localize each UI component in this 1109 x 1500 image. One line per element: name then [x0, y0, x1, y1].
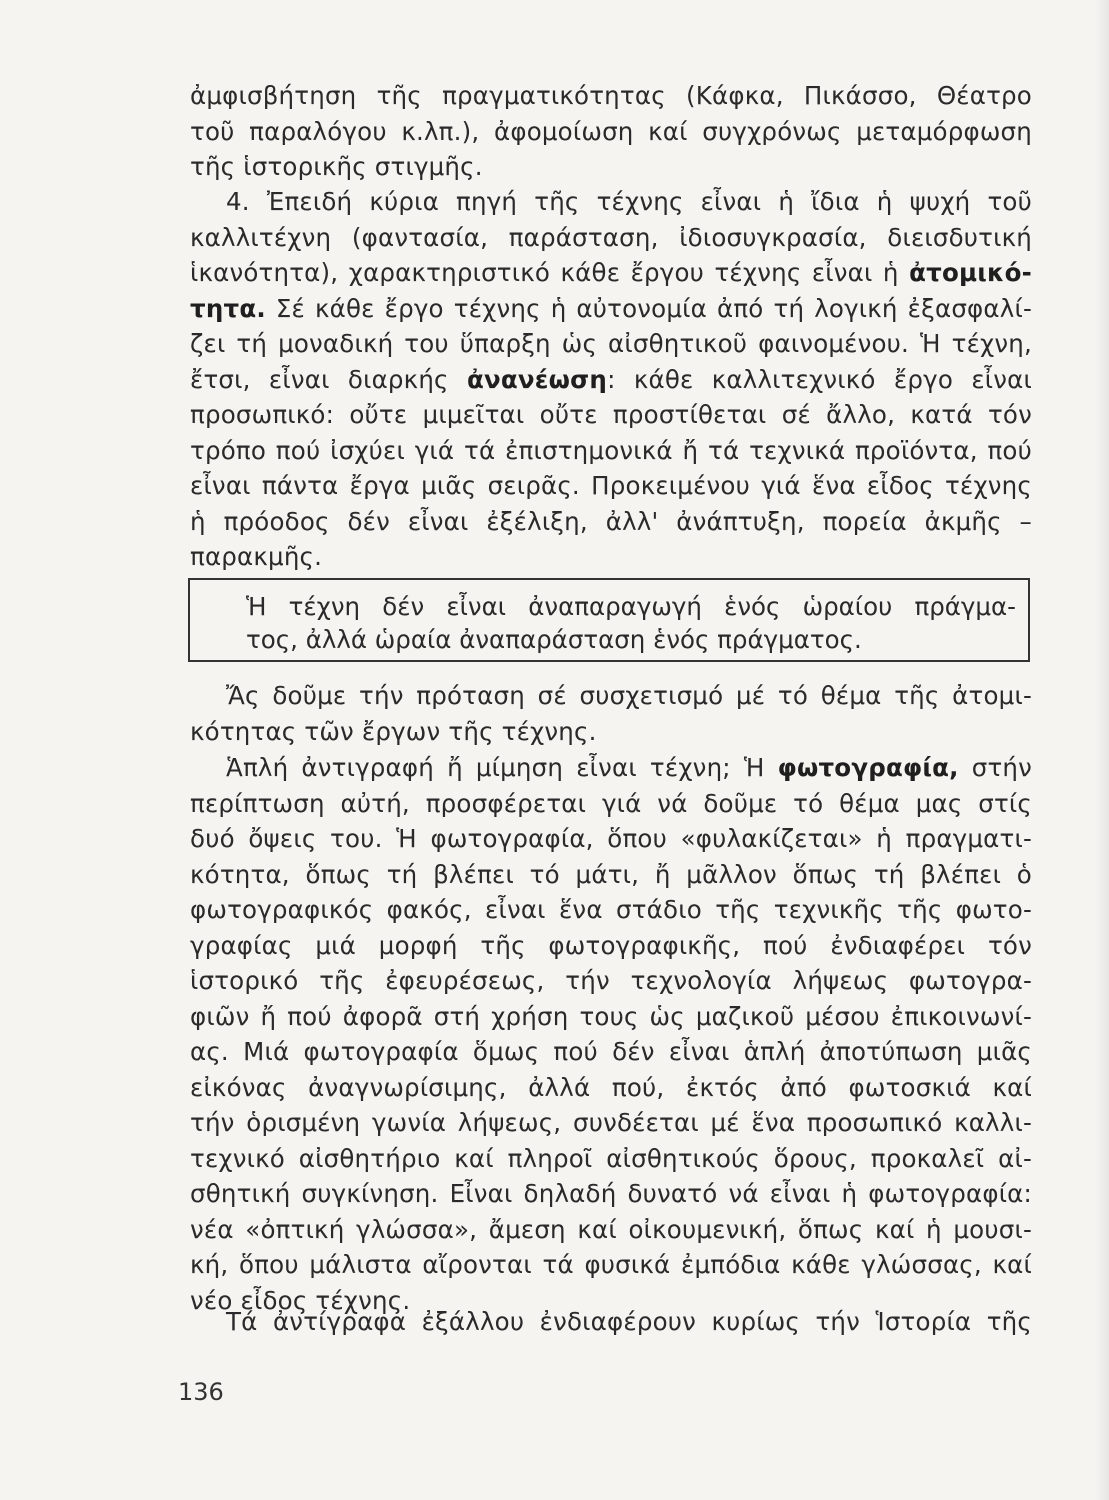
page-edge-shadow [1095, 0, 1109, 1500]
text-segment: ἱκανότητα), χαρακτηριστικό κάθε ἔργου τέχνης εἶναι ἡ [190, 258, 910, 287]
paragraph-3 [190, 678, 1032, 749]
text-line [190, 291, 1032, 327]
text-line: τρόπο πού ἰσχύει γιά τά ἐπιστημονικά ἤ τά τεχνικά προϊόντα, πού [190, 435, 1032, 465]
emphasis-term: ἀτομικό- [909, 258, 1032, 287]
text-segment: Σέ κάθε ἔργο τέχνης ἡ αὐτονομία ἀπό τή λογική ἐξασφαλί- [265, 293, 1032, 323]
text-line [190, 255, 1032, 291]
text-line: τῆς ἱστορικῆς στιγμῆς. [190, 152, 483, 181]
emphasis-term: φωτογραφία, [777, 753, 959, 782]
text-segment: : κάθε καλλιτεχνικό ἔργο εἶναι [607, 364, 1032, 394]
text-segment: ἔτσι, εἶναι διαρκής [190, 364, 467, 394]
text-line: Τά ἀντίγραφα ἐξάλλου ἐνδιαφέρουν κυρίως τήν Ἱστορία τῆς [226, 1307, 1032, 1336]
text-line: καλλιτέχνη (φαντασία, παράσταση, ἰδιοσυγκρασία, διεισδυτική [190, 222, 1032, 252]
text-line: προσωπικό: οὔτε μιμεῖται οὔτε προστίθεται σέ ἄλλο, κατά τόν [190, 400, 1032, 429]
text-line: φιῶν ἤ πού ἀφορᾶ στή χρήση τους ὡς μαζικοῦ μέσου ἐπικοινωνί- [190, 1001, 1032, 1031]
paragraph-1 [190, 78, 1032, 185]
text-line: εἶναι πάντα ἔργα μιᾶς σειρᾶς. Προκειμένου γιά ἕνα εἶδος τέχνης [190, 471, 1032, 500]
text-line: γραφίας μιά μορφή τῆς φωτογραφικῆς, πού ἐνδιαφέρει τόν [190, 930, 1032, 960]
quote-box [188, 578, 1030, 662]
text-line: δυό ὄψεις του. Ἡ φωτογραφία, ὅπου «φυλακίζεται» ἡ πραγματι- [190, 824, 1032, 853]
text-line: φωτογραφικός φακός, εἶναι ἕνα στάδιο τῆς τεχνικῆς τῆς φωτο- [190, 895, 1032, 924]
text-line: τοῦ παραλόγου κ.λπ.), ἀφομοίωση καί συγχρόνως μεταμόρφωση [190, 116, 1032, 146]
text-line: κότητας τῶν ἔργων τῆς τέχνης. [190, 716, 597, 746]
text-line: νέα «ὀπτική γλώσσα», ἄμεση καί οἰκουμενική, ὅπως καί ἡ μουσι- [190, 1214, 1032, 1244]
quote-line: Ἡ τέχνη δέν εἶναι ἀναπαραγωγή ἑνός ὡραίου πράγμα- [246, 592, 1016, 621]
text-line [190, 750, 1032, 786]
paragraph-2 [190, 184, 1032, 575]
paragraph-4 [190, 750, 1032, 1318]
page-number: 136 [178, 1378, 224, 1406]
text-line: τεχνικό αἰσθητήριο καί πληροῖ αἰσθητικούς ὅρους, προκαλεῖ αἰ- [190, 1143, 1032, 1173]
text-line: ἀμφισβήτηση τῆς πραγματικότητας (Κάφκα, Πικάσσο, Θέατρο [190, 81, 1032, 110]
text-segment: στήν [958, 753, 1033, 782]
text-line: ἡ πρόοδος δέν εἶναι ἐξέλιξη, ἀλλ' ἀνάπτυξη, πορεία ἀκμῆς – [190, 506, 1032, 536]
text-line: κότητα, ὅπως τή βλέπει τό μάτι, ἤ μᾶλλον ὅπως τή βλέπει ὁ [190, 859, 1032, 889]
text-line: ἱστορικό τῆς ἐφευρέσεως, τήν τεχνολογία λήψεως φωτογρα- [190, 966, 1032, 995]
text-line: σθητική συγκίνηση. Εἶναι δηλαδή δυνατό νά εἶναι ἡ φωτογραφία: [190, 1179, 1032, 1208]
emphasis-term: ἀνανέωση [466, 364, 608, 394]
text-line: εἰκόνας ἀναγνωρίσιμης, ἀλλά πού, ἐκτός ἀπό φωτοσκιά καί [190, 1072, 1032, 1102]
text-line: περίπτωση αὐτή, προσφέρεται γιά νά δοῦμε τό θέμα μας στίς [190, 788, 1032, 818]
emphasis-term: τητα. [190, 293, 266, 323]
text-line: ας. Μιά φωτογραφία ὅμως πού δέν εἶναι ἁπλή ἀποτύπωση μιᾶς [190, 1037, 1032, 1066]
text-segment: Ἁπλή ἀντιγραφή ἤ μίμηση εἶναι τέχνη; Ἡ [226, 753, 778, 782]
text-line [190, 362, 1032, 398]
quote-line: τος, ἀλλά ὡραία ἀναπαράσταση ἑνός πράγματος. [246, 625, 862, 654]
text-line: νέο εἶδος τέχνης. [190, 1285, 411, 1315]
text-line: κή, ὅπου μάλιστα αἴρονται τά φυσικά ἐμπόδια κάθε γλώσσας, καί [190, 1250, 1032, 1279]
text-line: ζει τή μοναδική του ὕπαρξη ὡς αἰσθητικοῦ φαινομένου. Ἡ τέχνη, [190, 329, 1032, 358]
text-line: Ἄς δοῦμε τήν πρόταση σέ συσχετισμό μέ τό θέμα τῆς ἀτομι- [226, 681, 1032, 710]
text-line: παρακμῆς. [190, 542, 323, 571]
quote-text [246, 590, 1016, 656]
text-line: 4. Ἐπειδή κύρια πηγή τῆς τέχνης εἶναι ἡ ἴδια ἡ ψυχή τοῦ [226, 187, 1032, 216]
paragraph-5 [190, 1304, 1032, 1340]
text-line: τήν ὁρισμένη γωνία λήψεως, συνδέεται μέ ἕνα προσωπικό καλλι- [190, 1108, 1032, 1137]
